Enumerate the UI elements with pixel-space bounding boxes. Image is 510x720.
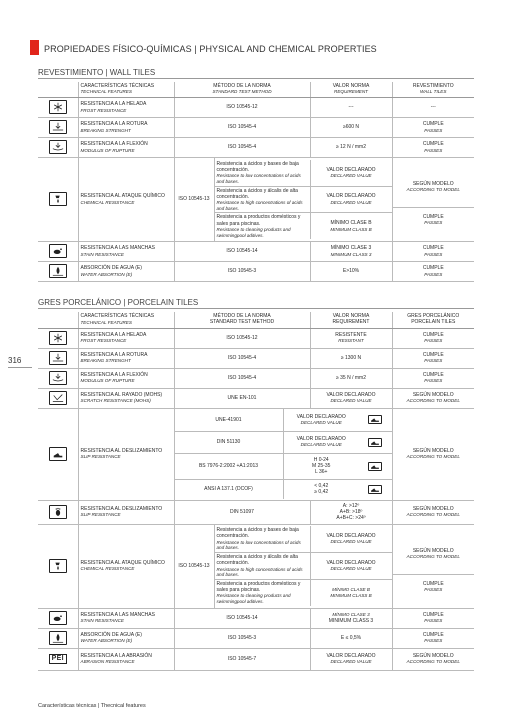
porcelain-tiles-table [38,312,474,671]
section-accent-mark [30,40,39,55]
table-row: RESISTENCIA A LA FLEXIÓN MODULUS OF RUPTURE ISO 10545-4 ≥ 35 N / mm2 CUMPLE PASSES [38,368,474,388]
snowflake-icon [49,331,67,345]
table-row: RESISTENCIA A LA FLEXIÓN MODULUS OF RUPTURE ISO 10545-4 ≥ 12 N / mm2 CUMPLE PASSES [38,137,474,157]
pei-icon: PEI [49,654,67,665]
table-row: RESISTENCIA AL ATAQUE QUÍMICO CHEMICAL RESISTANCE ISO 10545-13 Resistencia a ácidos y bases de baja concentración. Resistance to low concentrations of acids and bases. VALOR DECLARADO DECLARED VALUE Resistencia a ácidos y álcalis de alta concentración. Resistance to high concentrations of acids and bases. VALOR DECLARADO DECLARED VALUE Resistencia a productos domésticos y sales para piscinas. Resistance to cleaning products and swimmingpool aditives. MÍNIMO CLASE B MINIMUM CLASS B SEGÚN MODELO ACCORDING TO MODEL CUMPLE PASSES [38,157,474,241]
porcelain-section-rule [38,308,474,309]
table-row: RESISTENCIA AL DESLIZAMIENTO SLIP RESISTANCE DIN 51097 A: >12º A+B: >18º A+B+C: >24º SEGÚN MODELO ACCORDING TO MODEL [38,500,474,524]
stain-icon [49,244,67,258]
table-row: RESISTENCIA AL RAYADO (MOHS) SCRATCH RESISTANCE (MOHS) UNE EN-101 VALOR DECLARADO DECLARED VALUE SEGÚN MODELO ACCORDING TO MODEL [38,388,474,408]
table-row: ABSORCIÓN DE AGUA (E) WATER ABSORTION (E) ISO 10545-3 E>10% CUMPLE PASSES [38,261,474,281]
page-title: PROPIEDADES FÍSICO-QUÍMICAS | PHYSICAL AND CHEMICAL PROPERTIES [44,44,377,54]
column-header-features: CARACTERÍSTICAS TÉCNICAS TECHNICAL FEATURES [78,82,174,97]
table-row: PEI RESISTENCIA A LA ABRASIÓN ABRASION RESISTANCE ISO 10545-7 VALOR DECLARADO DECLARED VALUE SEGÚN MODELO ACCORDING TO MODEL [38,648,474,670]
wall-section-title: REVESTIMIENTO | WALL TILES [38,68,156,77]
page-footer: Características técnicas | Thecnical features [38,703,146,709]
flexion-icon [49,140,67,154]
water-drop-icon [49,631,67,645]
slip-class-icon [368,415,382,424]
table-header-row: CARACTERÍSTICAS TÉCNICAS TECHNICAL FEATURES MÉTODO DE LA NORMA STANDARD TEST METHOD VALOR NORMA REQUIREMENT GRES PORCELÁNICO PORCELAIN TILES [38,312,474,328]
acid-drop-icon [49,192,67,206]
table-row: RESISTENCIA AL ATAQUE QUÍMICO CHEMICAL RESISTANCE ISO 10545-13 Resistencia a ácidos y bases de baja concentración. Resistance to low concentrations of acids and bases. VALOR DECLARADO DECLARED VALUE Resistencia a ácidos y álcalis de alta concentración. Resistance to high concentrations of acids and bases. VALOR DECLARADO DECLARED VALUE Resistencia a productos domésticos y sales para piscinas. Resistance to cleaning products and swimmingpool aditives. MÍNIMO CLASE B MINIMUM CLASS B SEGÚN MODELO ACCORDING TO MODEL CUMPLE PASSES [38,524,474,608]
table-row: RESISTENCIA A LA HELADA FROST RESISTANCE ISO 10545-12 --- --- [38,97,474,117]
snowflake-icon [49,100,67,114]
table-row: RESISTENCIA A LAS MANCHAS STAIN RESISTANCE ISO 10545-14 MÍNIMO CLASE 3 MINIMUM CLASS 3 CUMPLE PASSES [38,241,474,261]
porcelain-section-title: GRES PORCELÁNICO | PORCELAIN TILES [38,298,199,307]
foot-slip-icon [49,447,67,461]
page-number-rule [8,367,32,368]
table-row: RESISTENCIA A LAS MANCHAS STAIN RESISTANCE ISO 10545-14 MÍNIMO CLASE 3 MINIMUM CLASS 3 CUMPLE PASSES [38,608,474,628]
water-drop-icon [49,264,67,278]
ptv-icon [368,462,382,471]
column-header-requirement: VALOR NORMA REQUIREMENT [310,82,392,97]
acid-drop-icon [49,559,67,573]
wall-tiles-table [38,82,474,282]
column-header-result: REVESTIMIENTO WALL TILES [392,82,474,97]
page-number: 316 [8,356,22,365]
weight-arrow-icon [49,351,67,365]
table-header-row [38,82,474,97]
table-row: ABSORCIÓN DE AGUA (E) WATER ABSORTION (E) ISO 10545-3 E ≤ 0,5% CUMPLE PASSES [38,628,474,648]
table-row: RESISTENCIA AL DESLIZAMIENTO SLIP RESISTANCE UNE-41901 VALOR DECLARADO DECLARED VALUE DIN 51130 VALOR DECLARADO DECLARED VALUE BS 7976-2:2002 +A1:2013 H 0-24 M 25-35 L 36+ ANSI A 137.1 (DCOF) < 0,42 ≥ 0,42 SEGÚN MODELO ACCORDING TO MODEL [38,408,474,500]
flexion-icon [49,371,67,385]
table-row: RESISTENCIA A LA ROTURA BREAKING STRENGHT ISO 10545-4 ≥ 1300 N CUMPLE PASSES [38,348,474,368]
weight-arrow-icon [49,120,67,134]
column-header-method: MÉTODO DE LA NORMA STANDARD TEST METHOD [174,82,310,97]
slip-r-icon [368,438,382,447]
scratch-icon [49,391,67,405]
table-row: RESISTENCIA A LA HELADA FROST RESISTANCE ISO 10545-12 RESISTENTE RESISTANT CUMPLE PASSES [38,328,474,348]
barefoot-icon [49,505,67,519]
wall-section-rule [38,78,474,79]
table-row: RESISTENCIA A LA ROTURA BREAKING STRENGHT ISO 10545-4 ≥600 N CUMPLE PASSES [38,117,474,137]
dcof-icon [368,485,382,494]
stain-icon [49,611,67,625]
